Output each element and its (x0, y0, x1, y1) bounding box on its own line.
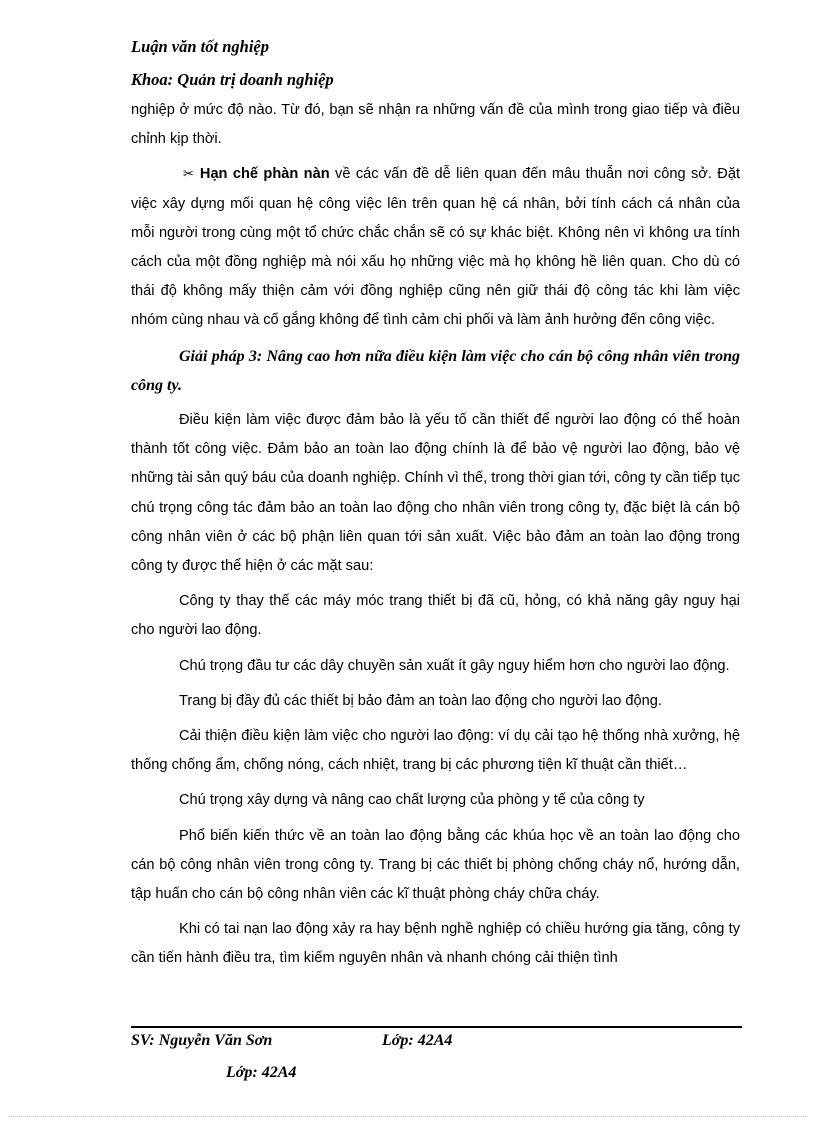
paragraph-production-lines: Chú trọng đầu tư các dây chuyền sản xuất ít gây nguy hiểm hơn cho người lao động. (179, 657, 730, 674)
page-header (131, 30, 334, 96)
paragraph-safety-equipment: Trang bị đầy đủ các thiết bị bảo đảm an toàn lao động cho người lao động. (179, 692, 662, 709)
scissors-bullet-icon: ✂ (183, 167, 194, 183)
paragraph-complaints (131, 160, 740, 335)
paragraph-accidents: Khi có tai nạn lao động xảy ra hay bệnh nghề nghiệp có chiều hướng gia tăng, công ty cần tiến hành điều tra, tìm kiếm nguyên nhân và nhanh chóng cải thiện tình (131, 921, 740, 967)
paragraph-medical-room: Chú trọng xây dựng và nâng cao chất lượng của phòng y tế của công ty (179, 792, 645, 809)
document-body (131, 96, 740, 980)
complaints-lead: Hạn chế phàn nàn (199, 166, 330, 183)
paragraph-replace-machines: Công ty thay thế các máy móc trang thiết bị đã cũ, hỏng, có khả năng gây nguy hại cho người lao động. (131, 593, 740, 639)
page-bottom-edge (8, 1116, 808, 1117)
footer-class-below: Lớp: 42A4 (226, 1064, 297, 1081)
thesis-title: Luận văn tốt nghiệp (131, 37, 269, 56)
paragraph-safety-training: Phổ biến kiến thức về an toàn lao động bằng các khúa học về an toàn lao động cho cán bộ công nhân viên trong công ty. Trang bị các thiết bị phòng chống cháy nổ, hướng dẫn, tập huấn cho cán bộ công nhân viên các kĩ thuật phòng cháy chữa cháy. (131, 827, 740, 903)
solution-3-heading: Giải pháp 3: Nâng cao hơn nữa điều kiện làm việc cho cán bộ công nhân viên trong công ty. (131, 347, 740, 394)
footer-student-name: SV: Nguyễn Văn Sơn (131, 1032, 273, 1049)
paragraph-1: nghiệp ở mức độ nào. Từ đó, bạn sẽ nhận ra những vấn đề của mình trong giao tiếp và điều chỉnh kịp thời. (131, 102, 740, 148)
complaints-text: về các vấn đề dễ liên quan đến mâu thuẫn nơi công sở. Đặt việc xây dựng mối quan hệ công việc lên trên quan hệ cá nhân, bởi tính cách cá nhân của mỗi người trong cùng một tổ chức chắc chắn sẽ có sự khác biệt. Không nên vì không ưa tính cách của một đồng nghiệp mà nói xấu họ những việc mà họ không hề liên quan. Cho dù có thái độ không mấy thiện cảm với đồng nghiệp cũng nên giữ thái độ công tác khi làm việc nhóm cùng nhau và cố gắng không để tình cảm chi phối và làm ảnh hưởng đến công việc. (131, 166, 741, 329)
paragraph-improve-conditions: Cải thiện điều kiện làm việc cho người lao động: ví dụ cải tạo hệ thống nhà xưởng, hệ thống chống ẩm, chống nóng, cách nhiệt, trang bị các phương tiện kĩ thuật cần thiết… (131, 728, 740, 774)
footer-class-right: Lớp: 42A4 (382, 1032, 453, 1049)
footer-divider (131, 1026, 742, 1028)
faculty-name: Khoa: Quản trị doanh nghiệp (131, 70, 334, 89)
paragraph-work-conditions: Điều kiện làm việc được đảm bảo là yếu tố cần thiết để người lao động có thể hoàn thành tốt công việc. Đảm bảo an toàn lao động chính là để bảo vệ người lao động, bảo vệ những tài sản quý báu của doanh nghiệp. Chính vì thế, trong thời gian tới, công ty cần tiếp tục chú trọng công tác đảm bảo an toàn lao động cho nhân viên trong công ty, đặc biệt là cán bộ công nhân viên ở các bộ phận liên quan tới sản xuất. Việc bảo đảm an toàn lao động trong công ty được thể hiện ở các mặt sau: (131, 412, 741, 575)
